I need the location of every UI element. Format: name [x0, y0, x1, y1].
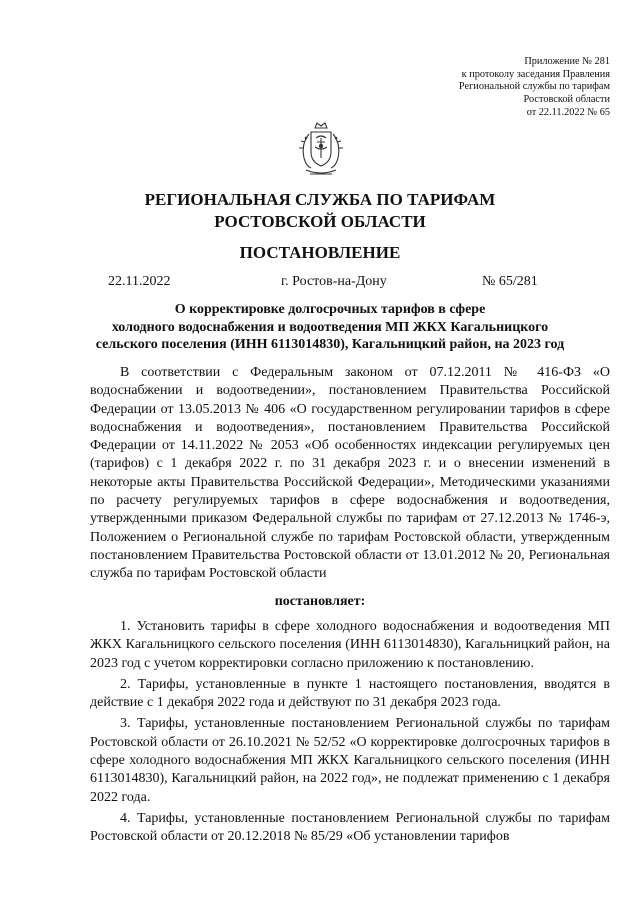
decree-item: 1. Установить тарифы в сфере холодного водоснабжения и водоотведения МП ЖКХ Кагальницкого сельского поселения (ИНН 6113014830), Кагальницкий район, на 2023 год с учетом корректировки согласно приложению к постановлению. — [90, 619, 610, 671]
appendix-line: к протоколу заседания Правления — [461, 68, 610, 80]
subject-line: холодного водоснабжения и водоотведения МП ЖКХ Кагальницкого — [111, 319, 549, 335]
agency-name-line: РОСТОВСКОЙ ОБЛАСТИ — [214, 212, 426, 231]
document-date: 22.11.2022 — [108, 274, 171, 289]
preamble-paragraph: В соответствии с Федеральным законом от 07.12.2011 № 416-ФЗ «О водоснабжении и водоотведении», постановлением Правительства Российской Федерации от 13.05.2013 № 406 «О государственном регулировании тарифов в сфере водоснабжения и водоотведения», постановлением Правительства Российской Федерации от 14.11.2022 № 2053 «Об особенностях индексации регулируемых цен (тарифов) с 1 декабря 2022 г. по 31 декабря 2023 г. и о внесении изменений в некоторые акты Правительства Российской Федерации», Методическими указаниями по расчету регулируемых тарифов в сфере водоснабжения и водоотведения, утвержденными приказом Федеральной службы по тарифам от 27.12.2013 № 1746-э, Положением о Региональной службе по тарифам Ростовской области, утвержденным постановлением Правительства Ростовской области от 13.01.2012 № 20, Региональная служба по тарифам Ростовской области — [90, 365, 610, 582]
document-type: ПОСТАНОВЛЕНИЕ — [239, 243, 401, 262]
appendix-line: Ростовской области — [523, 94, 610, 106]
decree-word: постановляет: — [274, 594, 366, 609]
appendix-line: от 22.11.2022 № 65 — [526, 106, 610, 118]
subject-line: сельского поселения (ИНН 6113014830), Кагальницкий район, на 2023 год — [95, 337, 565, 352]
decree-item: 3. Тарифы, установленные постановлением Региональной службы по тарифам Ростовской области от 26.10.2021 № 52/52 «О корректировке долгосрочных тарифов в сфере холодного водоснабжения МП ЖКХ Кагальницкого сельского поселения (ИНН 6113014830), Кагальницкий район, на 2022 год», не подлежат применению с 1 декабря 2022 года. — [90, 716, 610, 805]
document-subject — [40, 301, 620, 354]
preamble — [90, 364, 610, 584]
document-number: № 65/281 — [482, 274, 538, 289]
appendix-line: Региональной службы по тарифам — [458, 81, 610, 93]
decree-item: 2. Тарифы, установленные в пункте 1 настоящего постановления, вводятся в действие с 1 декабря 2022 года и действуют по 31 декабря 2023 года. — [90, 676, 610, 711]
agency-name — [0, 189, 640, 233]
document-city: г. Ростов-на-Дону — [281, 274, 387, 289]
decree-items — [90, 618, 610, 850]
subject-line: О корректировке долгосрочных тарифов в сфере — [174, 302, 486, 317]
decree-item: 4. Тарифы, установленные постановлением Региональной службы по тарифам Ростовской области от 20.12.2018 № 85/29 «Об установлении тарифов — [90, 810, 610, 845]
appendix-note — [370, 56, 610, 120]
coat-of-arms-icon — [296, 120, 346, 180]
appendix-line: Приложение № 281 — [524, 56, 610, 67]
agency-name-line: РЕГИОНАЛЬНАЯ СЛУЖБА ПО ТАРИФАМ — [144, 190, 496, 209]
